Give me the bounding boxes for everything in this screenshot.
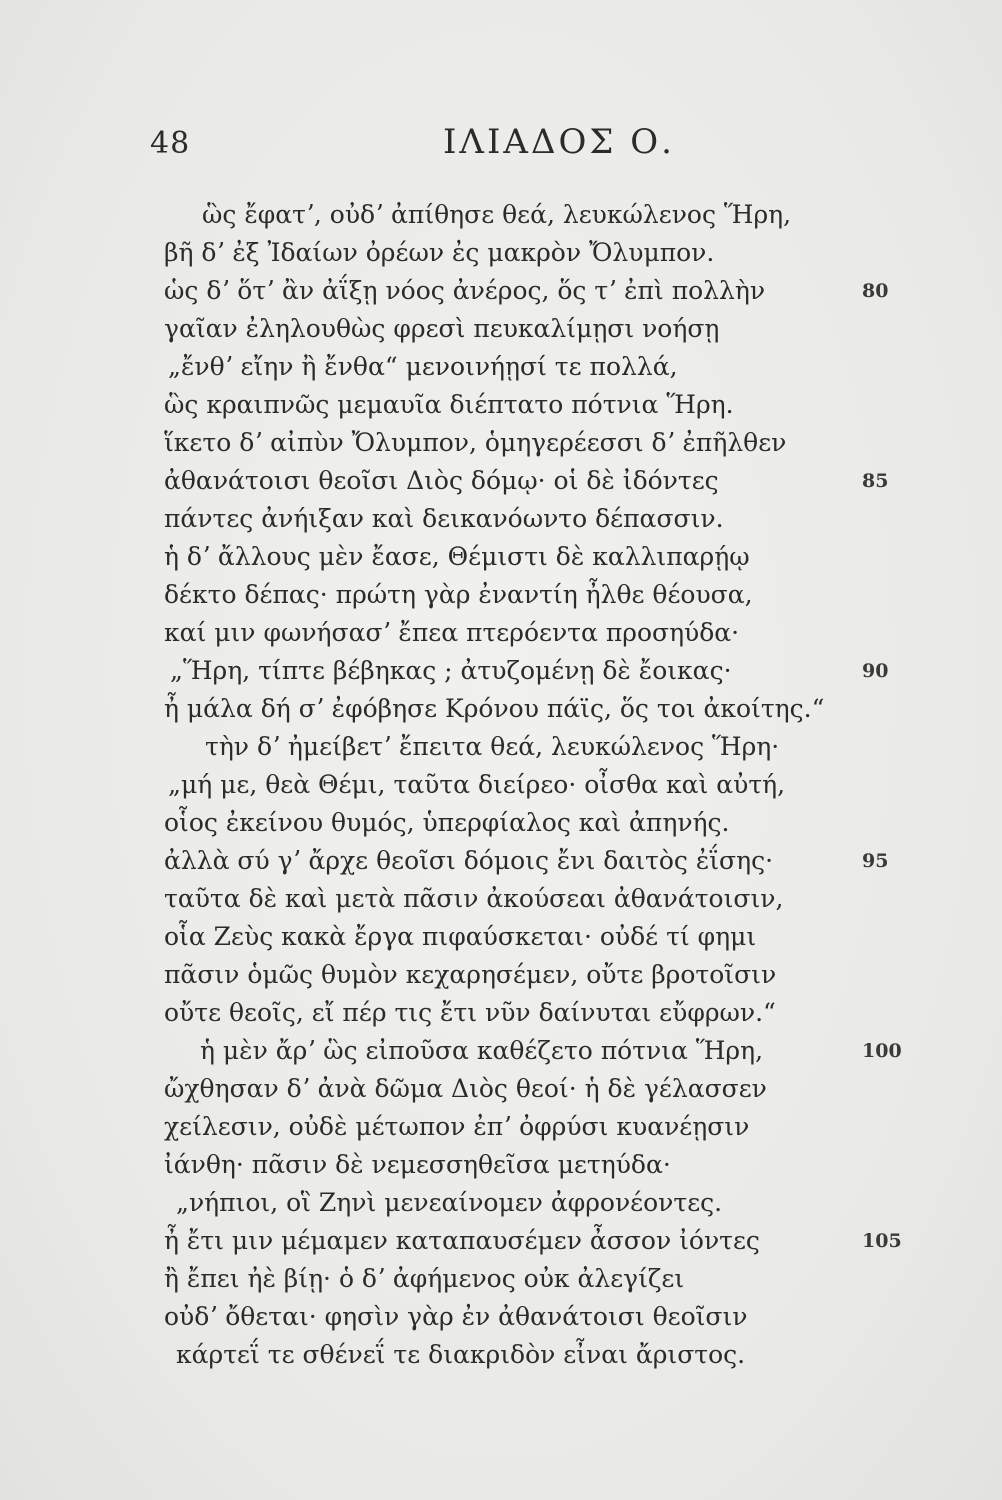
verse-line: [0, 1032, 1002, 1070]
verse-text: γαῖαν ἐληλουθὼς φρεσὶ πευκαλίμῃσι νοήσῃ: [164, 314, 720, 343]
verse-line: [0, 234, 1002, 272]
verse-line: [0, 576, 1002, 614]
verse-line: [0, 1184, 1002, 1222]
verse-line: [0, 386, 1002, 424]
verse-line: [0, 1336, 1002, 1374]
verse-text: καί μιν φωνήσασʼ ἔπεα πτερόεντα προσηύδα·: [164, 618, 740, 647]
line-number: 80: [862, 280, 889, 302]
verse-line: [0, 500, 1002, 538]
verse-text: ταῦτα δὲ καὶ μετὰ πᾶσιν ἀκούσεαι ἀθανάτοισιν,: [164, 884, 784, 913]
verse-line: [0, 1108, 1002, 1146]
verse-text: πάντες ἀνήιξαν καὶ δεικανόωντο δέπασσιν.: [164, 504, 724, 533]
verse-text: „Ἥρη, τίπτε βέβηκας ; ἀτυζομένῃ δὲ ἔοικας·: [170, 656, 732, 685]
verse-text: κάρτεΐ τε σθένεΐ τε διακριδὸν εἶναι ἄριστος.: [176, 1340, 746, 1369]
verse-line: [0, 1260, 1002, 1298]
verse-line: [0, 804, 1002, 842]
verse-line: [0, 272, 1002, 310]
verse-text: οὐδʼ ὄθεται· φησὶν γὰρ ἐν ἀθανάτοισι θεοῖσιν: [164, 1302, 748, 1331]
verse-line: [0, 1298, 1002, 1336]
verse-line: [0, 652, 1002, 690]
page-number: 48: [150, 126, 191, 161]
verse-text: „νήπιοι, οἳ Ζηνὶ μενεαίνομεν ἀφρονέοντες.: [176, 1188, 723, 1217]
verse-text: οἷος ἐκείνου θυμός, ὑπερφίαλος καὶ ἀπηνής.: [164, 808, 730, 837]
verse-text: βῆ δʼ ἐξ Ἰδαίων ὀρέων ἐς μακρὸν Ὄλυμπον.: [164, 238, 715, 267]
verse-line: [0, 880, 1002, 918]
verse-line: [0, 1222, 1002, 1260]
verse-text: τὴν δʼ ἠμείβετʼ ἔπειτα θεά, λευκώλενος Ἥρη·: [205, 732, 780, 761]
verse-line: [0, 614, 1002, 652]
verse-line: [0, 956, 1002, 994]
verse-line: [0, 1146, 1002, 1184]
verse-line: [0, 842, 1002, 880]
verse-line: [0, 766, 1002, 804]
verse-text: χείλεσιν, οὐδὲ μέτωπον ἐπʼ ὀφρύσι κυανέῃσιν: [164, 1112, 750, 1141]
verse-text: ἦ ἔτι μιν μέμαμεν καταπαυσέμεν ἆσσον ἰόντες: [164, 1226, 760, 1255]
verse-text: οὔτε θεοῖς, εἴ πέρ τις ἔτι νῦν δαίνυται εὔφρων.“: [164, 998, 776, 1027]
verse-text: „μή με, θεὰ Θέμι, ταῦτα διείρεο· οἶσθα καὶ αὐτή,: [168, 770, 786, 799]
verse-line: [0, 538, 1002, 576]
verse-text: δέκτο δέπας· πρώτη γὰρ ἐναντίη ἦλθε θέουσα,: [164, 580, 753, 609]
verse-line: [0, 310, 1002, 348]
verse-text: „ἔνθʼ εἴην ἢ ἔνθα“ μενοινήῃσί τε πολλά,: [168, 352, 678, 381]
verse-text: ὤχθησαν δʼ ἀνὰ δῶμα Διὸς θεοί· ἡ δὲ γέλασσεν: [164, 1074, 767, 1103]
verse-text: ὣς ἔφατʼ, οὐδʼ ἀπίθησε θεά, λευκώλενος Ἥρη,: [202, 200, 792, 229]
verse-line: [0, 918, 1002, 956]
verse-text: ὣς κραιπνῶς μεμαυῖα διέπτατο πότνια Ἥρη.: [164, 390, 734, 419]
line-number: 90: [862, 660, 889, 682]
verse-line: [0, 424, 1002, 462]
verse-line: [0, 462, 1002, 500]
page-header: [0, 118, 1002, 168]
verse-line: [0, 690, 1002, 728]
line-number: 85: [862, 470, 889, 492]
verse-line: [0, 994, 1002, 1032]
verse-text: ἵκετο δʼ αἰπὺν Ὄλυμπον, ὁμηγερέεσσι δʼ ἐπῆλθεν: [164, 428, 787, 457]
verse-text: ἡ δʼ ἄλλους μὲν ἔασε, Θέμιστι δὲ καλλιπαρῄῳ: [164, 542, 750, 571]
verse-text: ἀλλὰ σύ γʼ ἄρχε θεοῖσι δόμοις ἔνι δαιτὸς ἐΐσης·: [164, 846, 774, 875]
line-number: 105: [862, 1230, 902, 1252]
verse-line: [0, 728, 1002, 766]
verse-text: ἡ μὲν ἄρʼ ὣς εἰποῦσα καθέζετο πότνια Ἥρη,: [200, 1036, 764, 1065]
verse-text: ἦ μάλα δή σʼ ἐφόβησε Κρόνου πάϊς, ὅς τοι ἀκοίτης.“: [164, 694, 825, 723]
verse-text: πᾶσιν ὁμῶς θυμὸν κεχαρησέμεν, οὔτε βροτοῖσιν: [164, 960, 777, 989]
running-title: ΙΛΙΑΔΟΣ Ο.: [443, 122, 675, 162]
line-number: 95: [862, 850, 889, 872]
verse-text: ὡς δʼ ὅτʼ ἂν ἀΐξῃ νόος ἀνέρος, ὅς τʼ ἐπὶ πολλὴν: [164, 276, 766, 305]
verse-line: [0, 348, 1002, 386]
verse-line: [0, 196, 1002, 234]
verse-text: ἀθανάτοισι θεοῖσι Διὸς δόμῳ· οἱ δὲ ἰδόντες: [164, 466, 719, 495]
verse-text: οἷα Ζεὺς κακὰ ἔργα πιφαύσκεται· οὐδέ τί φημι: [164, 922, 757, 951]
line-number: 100: [862, 1040, 902, 1062]
verse-text: ἢ ἔπει ἠὲ βίῃ· ὁ δʼ ἀφήμενος οὐκ ἀλεγίζει: [164, 1264, 685, 1293]
verse-line: [0, 1070, 1002, 1108]
verse-text: ἰάνθη· πᾶσιν δὲ νεμεσσηθεῖσα μετηύδα·: [164, 1150, 671, 1179]
